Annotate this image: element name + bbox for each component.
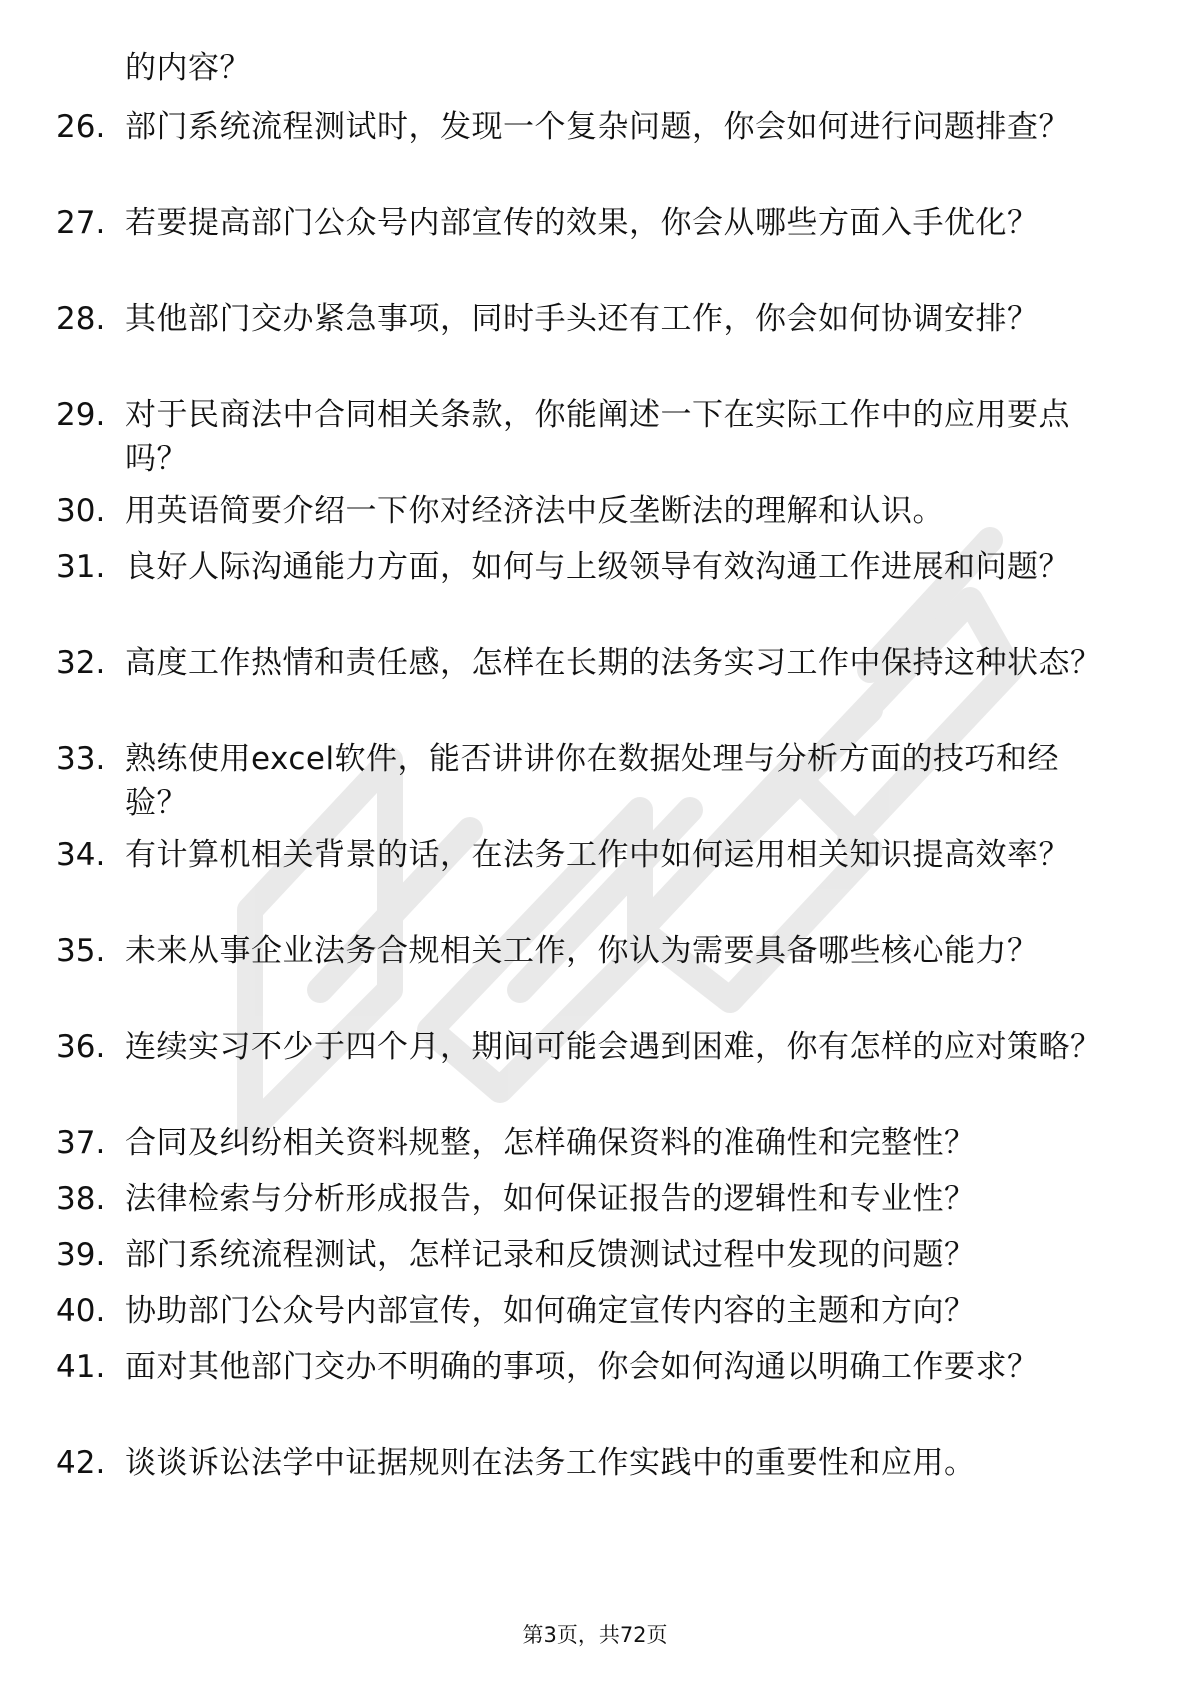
question-number: 33.: [56, 741, 106, 777]
question-number: 30.: [56, 493, 106, 529]
question-text: 连续实习不少于四个月，期间可能会遇到困难，你有怎样的应对策略？: [125, 1029, 1102, 1065]
question-number: 42.: [56, 1445, 106, 1481]
question-continuation-text: 的内容？: [125, 50, 251, 86]
question-number: 40.: [56, 1293, 106, 1329]
question-number: 28.: [56, 301, 106, 337]
question-text: 有计算机相关背景的话，在法务工作中如何运用相关知识提高效率？: [125, 837, 1070, 873]
question-text: 合同及纠纷相关资料规整，怎样确保资料的准确性和完整性？: [125, 1125, 976, 1161]
question-text: 用英语简要介绍一下你对经济法中反垄断法的理解和认识。: [125, 493, 944, 529]
question-text: 良好人际沟通能力方面，如何与上级领导有效沟通工作进展和问题？: [125, 549, 1070, 585]
question-number: 37.: [56, 1125, 106, 1161]
question-text: 法律检索与分析形成报告，如何保证报告的逻辑性和专业性？: [125, 1181, 976, 1217]
question-number: 27.: [56, 205, 106, 241]
question-number: 34.: [56, 837, 106, 873]
question-number: 32.: [56, 645, 106, 681]
question-number: 39.: [56, 1237, 106, 1273]
question-text: 部门系统流程测试，怎样记录和反馈测试过程中发现的问题？: [125, 1237, 976, 1273]
question-text: 其他部门交办紧急事项，同时手头还有工作，你会如何协调安排？: [125, 301, 1039, 337]
page-footer: [0, 1620, 1190, 1650]
question-text: 未来从事企业法务合规相关工作，你认为需要具备哪些核心能力？: [125, 933, 1039, 969]
question-text: 若要提高部门公众号内部宣传的效果，你会从哪些方面入手优化？: [125, 205, 1039, 241]
question-text: 对于民商法中合同相关条款，你能阐述一下在实际工作中的应用要点吗？: [125, 397, 1070, 477]
question-number: 31.: [56, 549, 106, 585]
question-number: 41.: [56, 1349, 106, 1385]
question-text: 协助部门公众号内部宣传，如何确定宣传内容的主题和方向？: [125, 1293, 976, 1329]
question-text: 谈谈诉讼法学中证据规则在法务工作实践中的重要性和应用。: [125, 1445, 976, 1481]
page-number-label: 第3页，共72页: [522, 1623, 668, 1647]
question-number: 38.: [56, 1181, 106, 1217]
question-number: 35.: [56, 933, 106, 969]
question-number: 26.: [56, 109, 106, 145]
question-text: 部门系统流程测试时，发现一个复杂问题，你会如何进行问题排查？: [125, 109, 1070, 145]
question-number: 36.: [56, 1029, 106, 1065]
question-text: 熟练使用excel软件，能否讲讲你在数据处理与分析方面的技巧和经验？: [125, 741, 1060, 821]
question-text: 高度工作热情和责任感，怎样在长期的法务实习工作中保持这种状态？: [125, 645, 1102, 681]
question-number: 29.: [56, 397, 106, 433]
question-text: 面对其他部门交办不明确的事项，你会如何沟通以明确工作要求？: [125, 1349, 1039, 1385]
